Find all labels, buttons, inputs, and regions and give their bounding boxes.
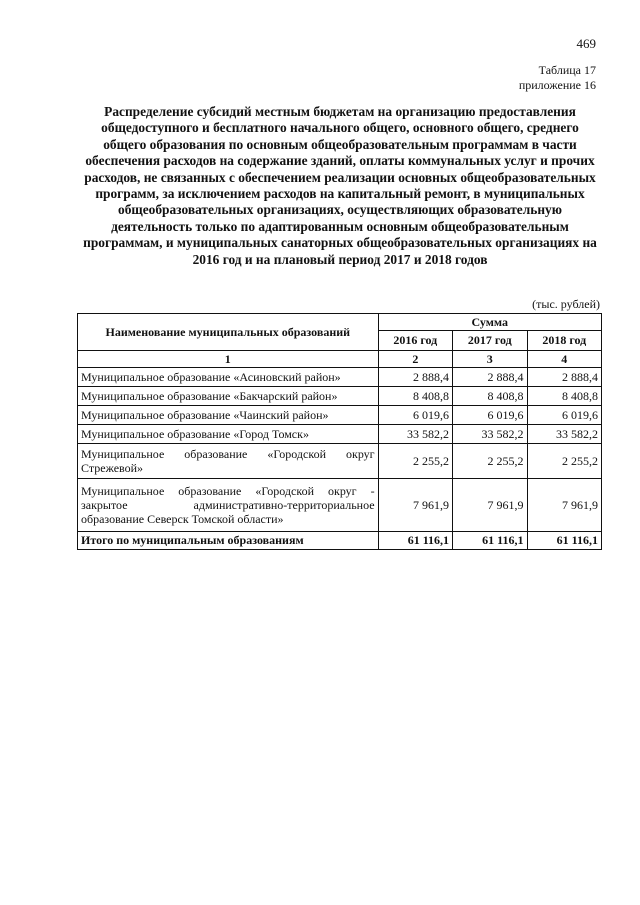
value-2017: 2 888,4 [453, 368, 527, 387]
value-2018: 8 408,8 [527, 387, 601, 406]
value-2018: 7 961,9 [527, 479, 601, 532]
header-row [78, 314, 602, 331]
value-2017: 33 582,2 [453, 425, 527, 444]
value-2018: 2 888,4 [527, 368, 601, 387]
value-2016: 2 888,4 [378, 368, 452, 387]
appendix-label: приложение 16 [518, 78, 596, 92]
table-row [78, 406, 602, 425]
row-name: Муниципальное образование «Асиновский район» [78, 368, 379, 387]
total-2017: 61 116,1 [453, 532, 527, 550]
value-2016: 8 408,8 [378, 387, 452, 406]
row-name: Муниципальное образование «Городской округ - закрытое административно-территориальное образование Северск Томской области» [78, 479, 379, 532]
table-reference [519, 63, 596, 93]
header-year-2016: 2016 год [378, 331, 452, 351]
value-2016: 6 019,6 [378, 406, 452, 425]
table-row [78, 479, 602, 532]
total-label: Итого по муниципальным образованиям [78, 532, 379, 550]
value-2018: 6 019,6 [527, 406, 601, 425]
table-row [78, 387, 602, 406]
table-label: Таблица 17 [538, 63, 596, 77]
column-index-row [78, 351, 602, 368]
unit-note: (тыс. рублей) [532, 297, 600, 311]
value-2017: 6 019,6 [453, 406, 527, 425]
value-2016: 2 255,2 [378, 444, 452, 479]
column-index: 2 [378, 351, 452, 368]
value-2017: 2 255,2 [453, 444, 527, 479]
value-2017: 8 408,8 [453, 387, 527, 406]
column-index: 3 [453, 351, 527, 368]
row-name: Муниципальное образование «Городской округ Стрежевой» [78, 444, 379, 479]
table-row [78, 444, 602, 479]
column-index: 4 [527, 351, 601, 368]
total-row [78, 532, 602, 550]
row-name: Муниципальное образование «Бакчарский район» [78, 387, 379, 406]
document-title: Распределение субсидий местным бюджетам на организацию предоставления общедоступного и бесплатного начального общего, основного общего, среднего общего образования по основным общеобразовательным программам в части обеспечения расходов на содержание зданий, оплаты коммунальных услуг и прочих расходов, не связанных с обеспечением реализации основных общеобразовательных программ, за исключением расходов на капитальный ремонт, в муниципальных общеобразовательных организациях, осуществляющих образовательную деятельность только по адаптированным основным общеобразовательным программам, и муниципальных санаторных общеобразовательных организациях на 2016 год и на плановый период 2017 и 2018 годов [83, 104, 597, 267]
header-year-2018: 2018 год [527, 331, 601, 351]
row-name: Муниципальное образование «Чаинский район» [78, 406, 379, 425]
header-sum: Сумма [378, 314, 601, 331]
header-name: Наименование муниципальных образований [78, 314, 379, 351]
page-number: 469 [576, 36, 596, 51]
column-index: 1 [78, 351, 379, 368]
table-row [78, 425, 602, 444]
total-2016: 61 116,1 [378, 532, 452, 550]
value-2018: 33 582,2 [527, 425, 601, 444]
value-2017: 7 961,9 [453, 479, 527, 532]
total-2018: 61 116,1 [527, 532, 601, 550]
value-2016: 7 961,9 [378, 479, 452, 532]
header-year-2017: 2017 год [453, 331, 527, 351]
row-name: Муниципальное образование «Город Томск» [78, 425, 379, 444]
value-2018: 2 255,2 [527, 444, 601, 479]
subsidy-table [77, 313, 602, 550]
table-row [78, 368, 602, 387]
value-2016: 33 582,2 [378, 425, 452, 444]
